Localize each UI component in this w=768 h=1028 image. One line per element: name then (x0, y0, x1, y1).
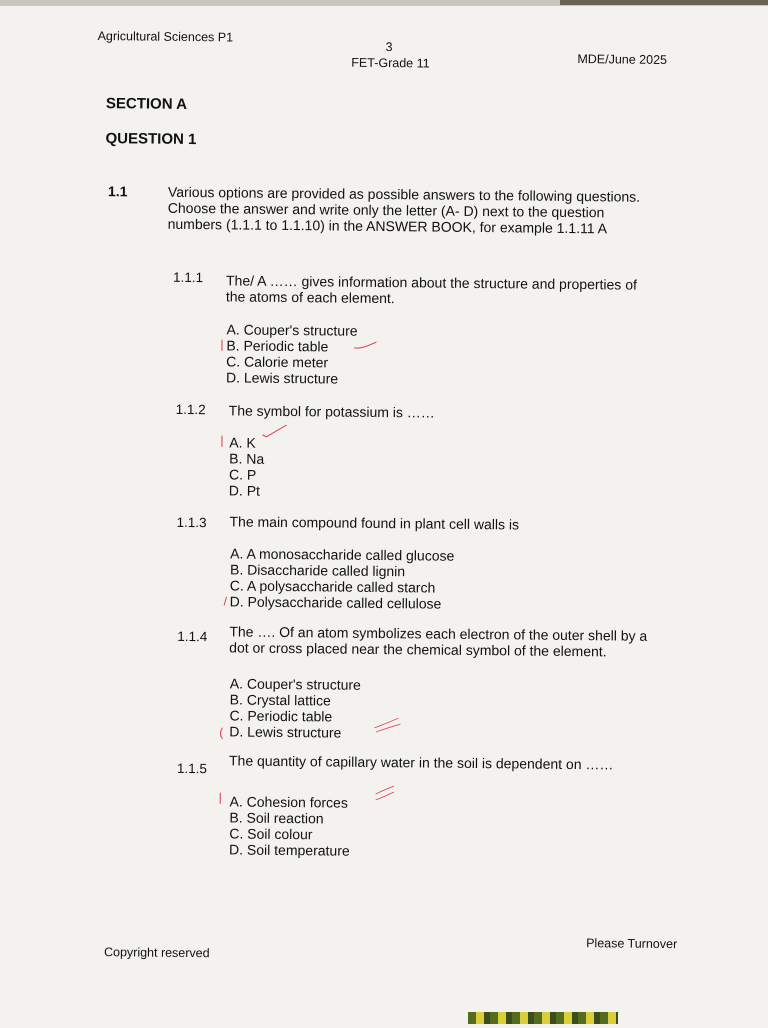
question-text: The symbol for potassium is …… (228, 402, 435, 421)
header-page-number: 3 (385, 40, 393, 55)
option: D. Lewis structure (229, 723, 342, 741)
question-number: 1.1.5 (176, 760, 208, 777)
option: A. Cohesion forces (229, 793, 348, 811)
question-title: QUESTION 1 (105, 130, 197, 149)
footer-copyright: Copyright reserved (103, 945, 210, 961)
question-number: 1.1.2 (175, 401, 206, 418)
marker-line: | (220, 433, 224, 448)
option: B. Na (229, 450, 265, 467)
option: B. Disaccharide called lignin (229, 561, 406, 580)
option: C. A polysaccharide called starch (229, 577, 436, 596)
tick-icon (352, 340, 378, 352)
option: B. Soil reaction (229, 809, 324, 827)
question-number: 1.1.1 (173, 269, 204, 286)
option: B. Crystal lattice (229, 691, 331, 709)
question-text: The main compound found in plant cell walls is (229, 513, 520, 533)
tick-icon (374, 784, 396, 802)
option: C. Periodic table (229, 707, 333, 725)
footer-turnover: Please Turnover (586, 936, 678, 952)
header-grade: FET-Grade 11 (351, 55, 430, 71)
header-exam: MDE/June 2025 (577, 52, 668, 67)
option-list (229, 434, 265, 498)
question-text: The …. Of an atom symbolizes each electron of the outer shell by a dot or cross placed near the chemical symbol of the element. (229, 623, 648, 660)
option-list (226, 321, 358, 386)
option: C. Soil colour (229, 825, 313, 843)
marker-line: | (220, 337, 224, 352)
option: C. P (228, 466, 257, 483)
header-subject: Agricultural Sciences P1 (97, 29, 234, 45)
option: A. A monosaccharide called glucose (230, 545, 455, 564)
background-plant (468, 1012, 618, 1024)
question-number: 1.1.3 (176, 514, 207, 531)
intro-number: 1.1 (107, 183, 128, 200)
option: B. Periodic table (226, 337, 329, 355)
option: A. K (229, 434, 256, 451)
section-title: SECTION A (105, 95, 188, 113)
option: D. Pt (228, 482, 261, 499)
option-list (229, 793, 350, 858)
option-list (229, 675, 361, 740)
option: D. Lewis structure (225, 369, 339, 387)
marker-line: / (223, 594, 228, 609)
question-text: The/ A …… gives information about the structure and properties of the atoms of each element. (225, 272, 638, 307)
option: C. Calorie meter (226, 353, 329, 371)
tick-icon (372, 716, 402, 734)
tick-icon (260, 423, 288, 439)
marker-line: | (218, 790, 222, 805)
question-number: 1.1.4 (177, 628, 208, 645)
option: A. Couper's structure (226, 321, 358, 339)
intro-text: Various options are provided as possible answers to the following questions. Choose the answer and write only the letter (A- D) next to the question numbers (1.1.1 to 1.1.10) in the ANSWER BOOK, for example 1.1.11 A (167, 183, 641, 237)
option: A. Couper's structure (229, 675, 361, 693)
option: D. Polysaccharide called cellulose (229, 593, 442, 612)
marker-line: ( (219, 725, 224, 740)
option-list (230, 545, 455, 611)
option: D. Soil temperature (229, 841, 350, 859)
question-text: The quantity of capillary water in the soil is dependent on …… (228, 752, 614, 773)
